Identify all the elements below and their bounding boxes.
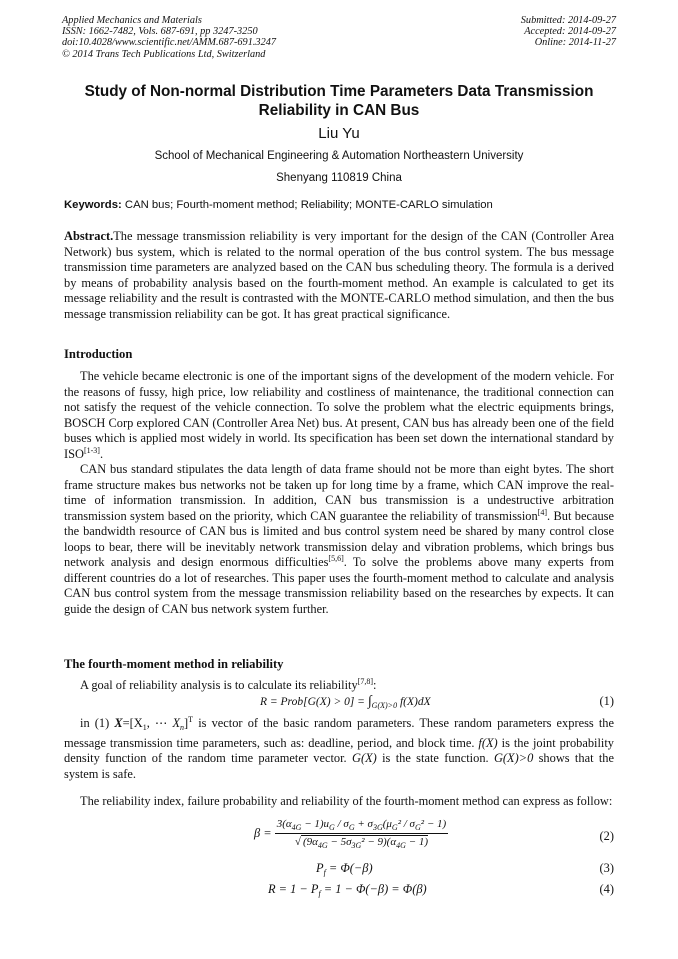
equation-4-number: (4) (599, 882, 614, 896)
issn-line: ISSN: 1662-7482, Vols. 687-691, pp 3247-3250 (62, 26, 258, 38)
citation[interactable]: [7,8] (357, 677, 374, 686)
abstract (64, 229, 614, 322)
equation-4-body: $R = 1 - P_f = 1 - \Phi(-\beta) = \Phi(\beta)$ (268, 882, 427, 898)
sec2-paragraph-3: The reliability index, failure probability and reliability of the fourth-moment method can express as follow: (80, 794, 613, 808)
state-function-symbol: G(X) (352, 751, 377, 765)
safe-condition: G(X)>0 (493, 751, 534, 765)
vector-x: X (114, 716, 123, 730)
title-line-2: Reliability in CAN Bus (258, 102, 420, 119)
online-date: Online: 2014-11-27 (534, 37, 616, 49)
affiliation-line-2: Shenyang 110819 China (276, 172, 402, 184)
vector-def: =[X (122, 716, 143, 730)
intro-p2-text-a: CAN bus standard stipulates the data length of data frame should not be more than eight bytes. The short frame structure makes bus networks not be taken up for long time by a frame, which CAN improve the real-time of information transmission. In addition, CAN bus transmission is a undestructive arbitration transmission system based on the priority, which CAN guarantee the reliability of transmission (64, 462, 614, 523)
equation-2 (64, 818, 614, 860)
intro-p2-text-b: . But because the bandwidth resource of CAN bus is limited and bus control system need be shared by many control close loops to bear, there will be inevitably network transmission delay and vibration problems, which brings bus network analysis and design enormous difficulties (64, 508, 614, 569)
citation[interactable]: [1-3] (83, 445, 100, 455)
intro-paragraph-2 (64, 462, 614, 617)
citation[interactable]: [5,6] (328, 554, 344, 563)
intro-p1-text: The vehicle became electronic is one of the important signs of the development of the modern vehicle. For the reasons of fussy, high price, low reliability and costliness of maintenance, the traditional connection can not satisfy the request of the vehicle connection. To solve the problem what the electric equipments brings, BOSCH Corp explored CAN (Controller Area Net) bus. At present, CAN bus has already been one of the field buses which is applied most widely in world. Its specification has been set down the international standard by ISO (64, 369, 614, 461)
sec2-paragraph-1: A goal of reliability analysis is to calculate its reliability[7,8]: (80, 677, 377, 692)
equation-2-body: β = $\frac{3(\alpha_{4G} - 1)u_G / \sigma_G + \sigma_{3G}(\mu_G^2 / \sigma_G^2 - 1)}{√ (9\alpha_{4G} - 5\sigma_{3G}^2 - 9)(\alpha_{4G} - 1)}$ (254, 818, 447, 850)
doi-line[interactable]: doi:10.4028/www.scientific.net/AMM.687-691.3247 (62, 37, 277, 49)
paper-title (40, 82, 638, 120)
equation-1 (64, 694, 614, 714)
keywords (64, 199, 614, 211)
section-heading-fourth-moment: The fourth-moment method in reliability (64, 657, 284, 671)
header-right (521, 15, 616, 49)
intro-paragraph-1: The vehicle became electronic is one of the important signs of the development of the modern vehicle. For the reasons of fussy, high price, low reliability and costliness of maintenance, the traditional connection can not satisfy the request of the vehicle connection. To solve the problem what the electric equipments brings, BOSCH Corp explored CAN (Controller Area Net) bus. At present, CAN bus has already been one of the field buses which is applied most widely in world. Its specification has been set down the international standard by ISO[1-3]. (64, 369, 614, 461)
sec2-paragraph-2: in (1) $X=[X_1$, ⋯ $X_n]^T$ is vector of the basic random parameters. These random parameters express the message transmission time parameters, such as: deadline, period, and block time. f(X) is the joint probability density function of the random time parameter vector. G(X) is the state function. G(X)>0 shows that the system is safe. (64, 715, 614, 781)
sec2-p1-text: A goal of reliability analysis is to calculate its reliability (80, 678, 358, 692)
pdf-symbol: f(X) (478, 735, 498, 750)
abstract-text: The message transmission reliability is very important for the design of the CAN (Controller Area Network) bus system, which is related to the normal operation of the bus control system. The bus message transmission time parameters are analyzed based on the CAN bus scheduling theory. The formula is a derived by means of probability analysis based on the fourth-moment method. An example is calculated to get its message reliability and the result is contrasted with the MONTE-CARLO method simulation, and then the bus message transmission reliability can be got. It has great practical significance. (64, 229, 614, 321)
equation-2-number: (2) (599, 829, 614, 843)
abstract-label: Abstract. (64, 229, 114, 243)
sec2-p2-rest: is vector of the basic random parameters. These random parameters express the message transmission time parameters, such as: deadline, period, and block time. (64, 716, 614, 750)
submitted-date: Submitted: 2014-09-27 (520, 15, 616, 26)
author-name: Liu Yu (318, 125, 360, 142)
equation-3 (64, 861, 614, 881)
equation-3-number: (3) (599, 861, 614, 875)
sec2-p2-mid: is the joint probability density function of the random time parameter vector. (64, 735, 614, 765)
intro-p2-text-c: . To solve the problems above many experts from different countries do a lot of researches. This paper uses the fourth-moment method to calculate and analysis CAN bus control system from the message transmission reliability based on the researches by expects. It can guide the design of CAN bus network system further. (64, 555, 614, 616)
equation-1-number: (1) (599, 694, 614, 708)
equation-4 (64, 882, 614, 902)
keywords-text: CAN bus; Fourth-moment method; Reliability; MONTE-CARLO simulation (121, 199, 493, 211)
sec2-p2-in: in (1) (80, 716, 115, 730)
keywords-label: Keywords: (64, 199, 122, 211)
citation[interactable]: [4] (537, 507, 548, 517)
journal-name: Applied Mechanics and Materials (62, 15, 202, 26)
copyright-line: © 2014 Trans Tech Publications Ltd, Switzerland (62, 48, 266, 60)
sec2-p2-mid2: is the state function. (376, 751, 494, 765)
intro-heading: Introduction (64, 347, 133, 361)
header-left (62, 15, 276, 60)
equation-1-body: R = Prob[G(X) > $0] = \int_{G(X)>0}$ f(X)dX (260, 694, 431, 710)
sec2-p2-end: shows that the system is safe. (64, 751, 614, 781)
accepted-date: Accepted: 2014-09-27 (524, 26, 616, 38)
affiliation-line-1: School of Mechanical Engineering & Automation Northeastern University (154, 150, 524, 162)
equation-3-body: $P_f = \Phi(-\beta)$ (316, 861, 373, 877)
title-line-1: Study of Non-normal Distribution Time Parameters Data Transmission (84, 83, 594, 100)
